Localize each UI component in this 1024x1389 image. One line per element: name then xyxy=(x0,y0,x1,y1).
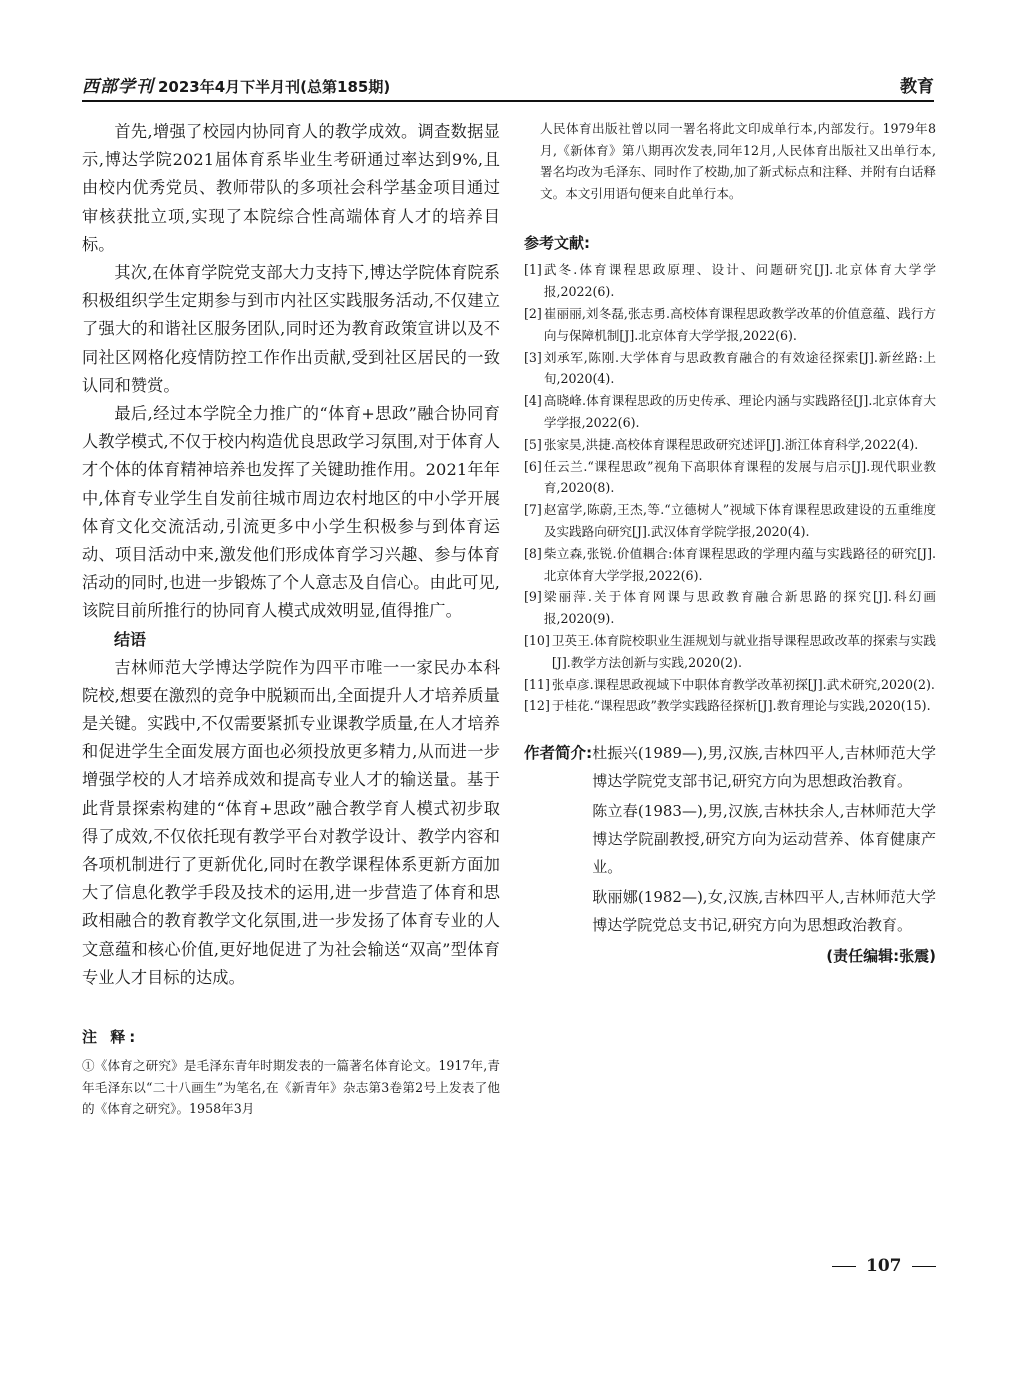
author-bio-block xyxy=(524,739,936,941)
references-heading: 参考文献: xyxy=(524,234,590,253)
reference-item xyxy=(524,674,936,696)
reference-number: [2] xyxy=(524,305,542,321)
note-continuation: 人民体育出版社曾以同一署名将此文印成单行本,内部发行。1979年8月,《新体育》第八期再次发表,同年12月,人民体育出版社又出单行本,署名均改为毛泽东、同时作了校勘,加了新式标点和注释、并附有白话释文。本文引用语句便来自此单行本。 xyxy=(540,121,936,201)
conclusion-heading: 结语 xyxy=(114,629,147,649)
author-bio: 陈立春(1983—),男,汉族,吉林扶余人,吉林师范大学博达学院副教授,研究方向为运动营养、体育健康产业。 xyxy=(592,802,936,877)
reference-number: [8] xyxy=(524,545,542,561)
reference-text: 于桂花.“课程思政”教学实践路径探析[J].教育理论与实践,2020(15). xyxy=(551,698,931,714)
reference-number: [4] xyxy=(524,393,542,409)
responsible-editor: (责任编辑:张震) xyxy=(826,947,936,966)
issue-info: 2023年4月下半月刊(总第185期) xyxy=(158,78,391,96)
author-bio: 耿丽娜(1982—),女,汉族,吉林四平人,吉林师范大学博达学院党总支书记,研究方向为思想政治教育。 xyxy=(592,888,936,935)
reference-number: [6] xyxy=(524,458,542,474)
reference-number: [9] xyxy=(524,589,542,605)
reference-number: [10] xyxy=(524,632,550,648)
body-paragraph: 首先,增强了校园内协同育人的教学成效。调查数据显示,博达学院2021届体育系毕业生考研通过率达到9%,且由校内优秀党员、教师带队的多项社会科学基金项目通过审核获批立项,实现了本院综合性高端体育人才的培养目标。 xyxy=(82,122,500,254)
reference-item xyxy=(524,586,936,630)
section-name: 教育 xyxy=(900,77,934,97)
header-left xyxy=(82,72,390,100)
reference-text: 刘承军,陈刚.大学体育与思政教育融合的有效途径探索[J].新丝路:上旬,2020(4). xyxy=(543,349,936,387)
author-list xyxy=(592,739,936,941)
reference-item xyxy=(524,390,936,434)
reference-text: 赵富学,陈蔚,王杰,等.“立德树人”视域下体育课程思政建设的五重维度及实践路向研究[J].武汉体育学院学报,2020(4). xyxy=(543,502,936,539)
body-paragraph: 其次,在体育学院党支部大力支持下,博达学院体育院系积极组织学生定期参与到市内社区实践服务活动,不仅建立了强大的和谐社区服务团队,同时还为教育政策宣讲以及不同社区网格化疫情防控工作作出贡献,受到社区居民的一致认同和赞赏。 xyxy=(82,263,500,395)
author-bio: 杜振兴(1989—),男,汉族,吉林四平人,吉林师范大学博达学院党支部书记,研究方向为思想政治教育。 xyxy=(592,744,936,791)
author-bio-label: 作者简介: xyxy=(524,744,593,763)
reference-text: 崔丽丽,刘冬磊,张志勇.高校体育课程思政教学改革的价值意蕴、践行方向与保障机制[J].北京体育大学学报,2022(6). xyxy=(543,305,936,343)
right-column xyxy=(524,118,936,966)
reference-text: 卫英王.体育院校职业生涯规划与就业指导课程思政改革的探索与实践[J].教学方法创新与实践,2020(2). xyxy=(551,632,936,670)
reference-item xyxy=(524,347,936,391)
page-number-dash-right xyxy=(912,1266,936,1267)
reference-number: [3] xyxy=(524,349,542,365)
reference-text: 任云兰.“课程思政”视角下高职体育课程的发展与启示[J].现代职业教育,2020(8). xyxy=(543,458,936,496)
reference-item xyxy=(524,259,936,303)
reference-item xyxy=(524,434,936,456)
reference-text: 梁丽萍.关于体育网课与思政教育融合新思路的探究[J].科幻画报,2020(9). xyxy=(543,589,936,627)
reference-item xyxy=(524,499,936,543)
reference-number: [11] xyxy=(524,676,550,692)
references-list xyxy=(524,259,936,717)
notes-heading: 注 释: xyxy=(82,1028,140,1047)
reference-item xyxy=(524,303,936,347)
body-paragraph: 吉林师范大学博达学院作为四平市唯一一家民办本科院校,想要在激烈的竞争中脱颖而出,全面提升人才培养质量是关键。实践中,不仅需要紧抓专业课教学质量,在人才培养和促进学生全面发展方面也必须投放更多精力,从而进一步增强学校的人才培养成效和提高专业人才的输送量。基于此背景探索构建的“体育+思政”融合教学育人模式初步取得了成效,不仅依托现有教学平台对教学设计、教学内容和各项机制进行了更新优化,同时在教学课程体系更新方面加大了信息化教学手段及技术的运用,进一步营造了体育和思政相融合的教育教学文化氛围,进一步发扬了体育专业的人文意蕴和核心价值,更好地促进了为社会输送“双高”型体育专业人才目标的达成。 xyxy=(82,657,500,987)
reference-item xyxy=(524,543,936,587)
reference-text: 武冬.体育课程思政原理、设计、问题研究[J].北京体育大学学报,2022(6). xyxy=(543,262,936,300)
reference-number: [1] xyxy=(524,262,542,278)
reference-text: 柴立森,张锐.价值耦合:体育课程思政的学理内蕴与实践路径的研究[J].北京体育大学学报,2022(6). xyxy=(543,545,936,583)
left-column xyxy=(82,118,500,1120)
reference-number: [12] xyxy=(524,698,550,714)
page-number-dash-left xyxy=(832,1266,856,1267)
note-item: ①《体育之研究》是毛泽东青年时期发表的一篇著名体育论文。1917年,青年毛泽东以“二十八画生”为笔名,在《新青年》杂志第3卷第2号上发表了他的《体育之研究》。1958年3月 xyxy=(82,1058,500,1117)
reference-text: 张卓彦.课程思政视域下中职体育教学改革初探[J].武术研究,2020(2). xyxy=(551,676,935,692)
body-paragraph: 最后,经过本学院全力推广的“体育+思政”融合协同育人教学模式,不仅于校内构造优良思政学习氛围,对于体育人才个体的体育精神培养也发挥了关键助推作用。2021年年中,体育专业学生自发前往城市周边农村地区的中小学开展体育文化交流活动,引流更多中小学生积极参与到体育运动、项目活动中来,激发他们形成体育学习兴趣、参与体育活动的同时,也进一步锻炼了个人意志及自信心。由此可见,该院目前所推行的协同育人模式成效明显,值得推广。 xyxy=(82,404,500,621)
reference-number: [5] xyxy=(524,436,542,452)
reference-item xyxy=(524,456,936,500)
page-number xyxy=(832,1256,936,1276)
reference-item xyxy=(524,695,936,717)
reference-text: 张家昊,洪捷.高校体育课程思政研究述评[J].浙江体育科学,2022(4). xyxy=(543,436,919,452)
page-number-value: 107 xyxy=(866,1256,902,1276)
reference-number: [7] xyxy=(524,502,542,518)
reference-text: 高晓峰.体育课程思政的历史传承、理论内涵与实践路径[J].北京体育大学学报,2022(6). xyxy=(543,393,936,430)
reference-item xyxy=(524,630,936,674)
page-header xyxy=(82,72,934,102)
journal-name: 西部学刊 xyxy=(82,77,154,97)
